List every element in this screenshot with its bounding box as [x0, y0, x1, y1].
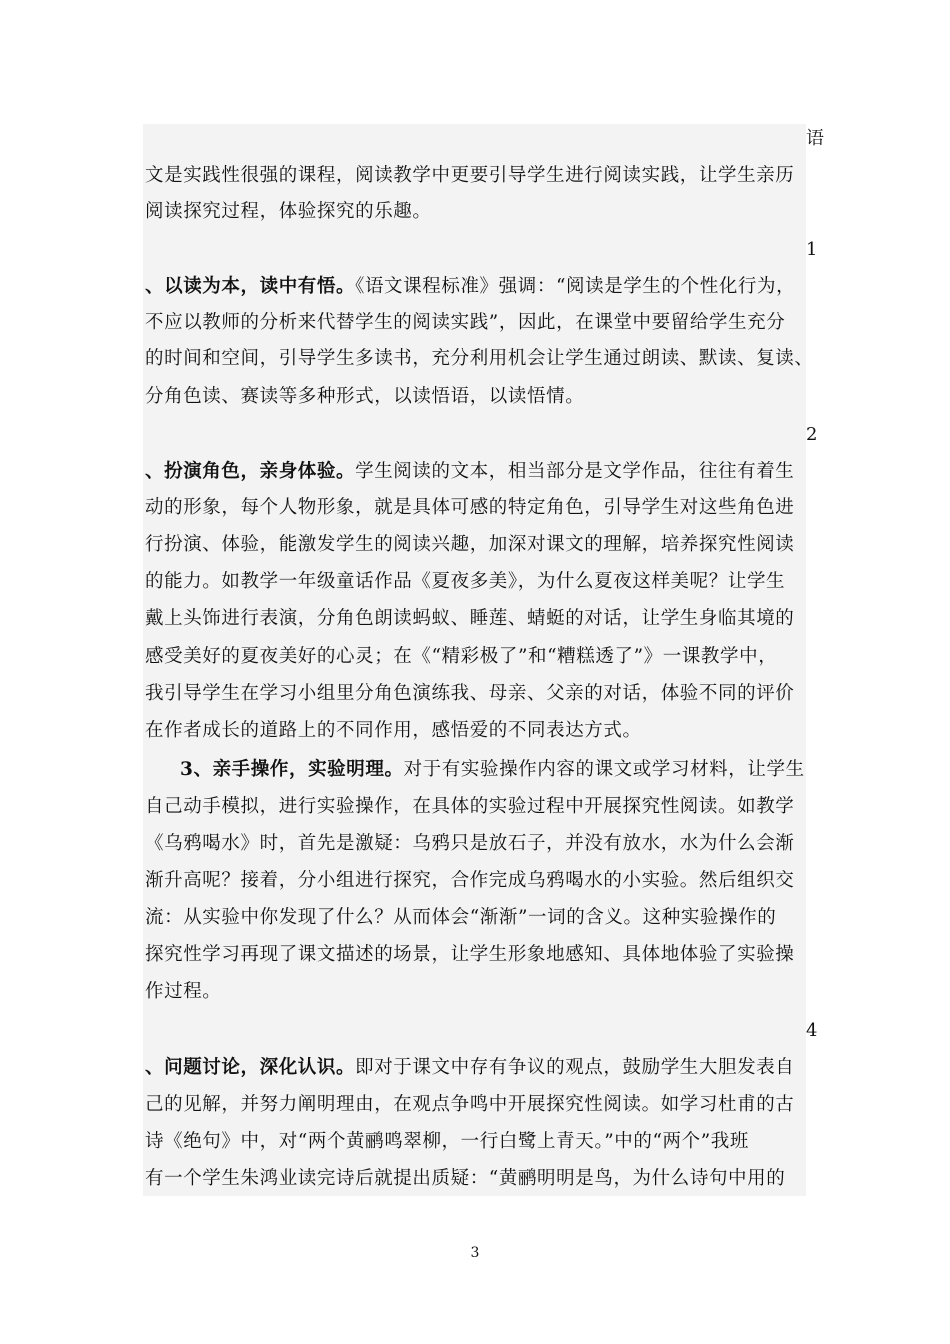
paragraph-text: 对于有实验操作内容的课文或学习材料，让学生: [403, 759, 805, 780]
paragraph-line: 在作者成长的道路上的不同作用，感悟爱的不同表达方式。: [145, 720, 642, 741]
paragraph-line: 流：从实验中你发现了什么？从而体会“渐渐”一词的含义。这种实验操作的: [145, 907, 777, 928]
paragraph-line: 渐升高呢？接着，分小组进行探究，合作完成乌鸦喝水的小实验。然后组织交: [145, 870, 795, 891]
section-number: 1: [806, 239, 818, 260]
paragraph-line: 我引导学生在学习小组里分角色演练我、母亲、父亲的对话，体验不同的评价: [145, 683, 795, 704]
paragraph-line: 己的见解，并努力阐明理由，在观点争鸣中开展探究性阅读。如学习杜甫的古: [145, 1094, 795, 1115]
paragraph-line: 作过程。: [145, 981, 222, 1002]
section-heading: 、问题讨论，深化认识。: [145, 1057, 356, 1078]
paragraph-line: 有一个学生朱鸿业读完诗后就提出质疑：“黄鹂明明是鸟，为什么诗句中用的: [145, 1168, 786, 1189]
section-heading-line: [180, 752, 805, 788]
paragraph-line: 自己动手模拟，进行实验操作，在具体的实验过程中开展探究性阅读。如教学: [145, 796, 795, 817]
paragraph-line: 探究性学习再现了课文描述的场景，让学生形象地感知、具体地体验了实验操: [145, 944, 795, 965]
paragraph-line: 诗《绝句》中，对“两个黄鹂鸣翠柳，一行白鹭上青天。”中的“两个”我班: [145, 1131, 749, 1152]
continued-char: 语: [806, 128, 824, 149]
paragraph-text: 学生阅读的文本，相当部分是文学作品，往往有着生: [355, 461, 795, 482]
paragraph-text: 即对于课文中存有争议的观点，鼓励学生大胆发表自: [355, 1057, 795, 1078]
paragraph-line: 的时间和空间，引导学生多读书，充分利用机会让学生通过朗读、默读、复读、: [145, 348, 814, 369]
section-heading: 3、亲手操作，实验明理。: [180, 759, 404, 780]
section-heading: 、扮演角色，亲身体验。: [145, 461, 356, 482]
section-heading-line: [145, 1050, 794, 1086]
paragraph-line: 戴上头饰进行表演，分角色朗读蚂蚁、睡莲、蜻蜓的对话，让学生身临其境的: [145, 608, 795, 629]
section-heading-line: [145, 454, 794, 490]
page-number: 3: [470, 1245, 480, 1261]
paragraph-line: 阅读探究过程，体验探究的乐趣。: [145, 201, 432, 222]
section-heading-line: [145, 269, 795, 305]
paragraph-line: 行扮演、体验，能激发学生的阅读兴趣，加深对课文的理解，培养探究性阅读: [145, 534, 795, 555]
paragraph-line: 《乌鸦喝水》时，首先是激疑：乌鸦只是放石子，并没有放水，水为什么会渐: [145, 833, 795, 854]
paragraph-text: 《语文课程标准》强调：“阅读是学生的个性化行为，: [355, 276, 796, 297]
paragraph-line: 分角色读、赛读等多种形式，以读悟语，以读悟情。: [145, 386, 585, 407]
paragraph-line: 感受美好的夏夜美好的心灵；在《“精彩极了”和“糟糕透了”》一课教学中，: [145, 646, 778, 667]
paragraph-line: 动的形象，每个人物形象，就是具体可感的特定角色，引导学生对这些角色进: [145, 497, 795, 518]
section-number: 2: [806, 424, 818, 445]
paragraph-line: 文是实践性很强的课程，阅读教学中更要引导学生进行阅读实践，让学生亲历: [145, 165, 795, 186]
paragraph-line: 不应以教师的分析来代替学生的阅读实践”，因此，在课堂中要留给学生充分: [145, 312, 786, 333]
section-heading: 、以读为本，读中有悟。: [145, 276, 356, 297]
section-number: 4: [806, 1020, 818, 1041]
paragraph-line: 的能力。如教学一年级童话作品《夏夜多美》，为什么夏夜这样美呢？让学生: [145, 571, 786, 592]
